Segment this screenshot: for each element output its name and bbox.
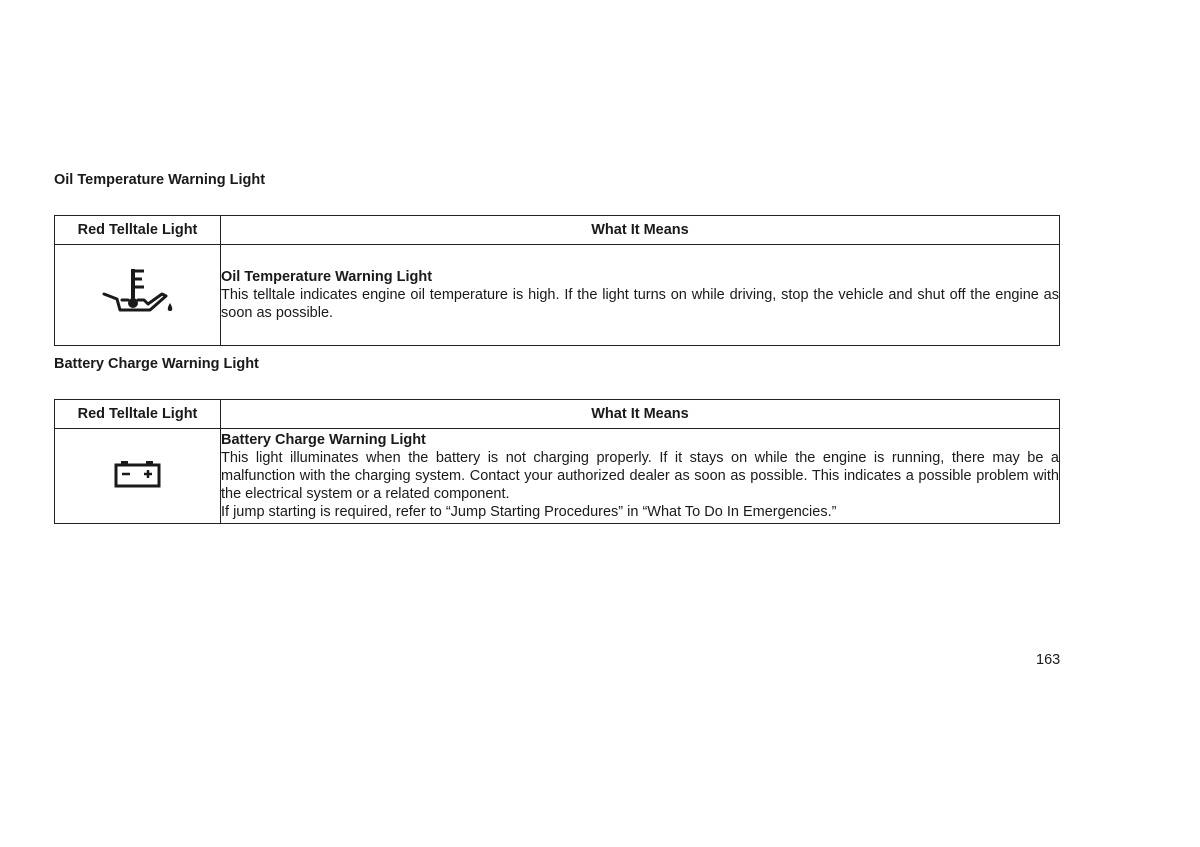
description-paragraph: If jump starting is required, refer to “Jump Starting Procedures” in “What To Do In Emergencies.” xyxy=(221,504,837,520)
oil-temperature-heading: Oil Temperature Warning Light xyxy=(54,172,266,188)
description-paragraph: This telltale indicates engine oil temperature is high. If the light turns on while driving, stop the vehicle and shut off the engine as soon as possible. xyxy=(221,287,1059,321)
battery-charge-table xyxy=(54,399,1060,524)
description-title: Oil Temperature Warning Light xyxy=(221,269,433,285)
description-cell xyxy=(221,429,1060,524)
what-it-means-header: What It Means xyxy=(221,216,1060,245)
description-paragraph: This light illuminates when the battery is not charging properly. If it stays on while the engine is running, there may be a malfunction with the charging system. Contact your authorized dealer as soon as possible. This indicates a possible problem with the electrical system or a related component. xyxy=(221,450,1059,502)
red-telltale-light-header: Red Telltale Light xyxy=(55,216,221,245)
table-header-row xyxy=(55,400,1060,429)
page-number: 163 xyxy=(1036,652,1061,668)
icon-cell xyxy=(55,245,221,346)
icon-cell xyxy=(55,429,221,524)
battery-icon xyxy=(114,459,162,489)
battery-charge-heading: Battery Charge Warning Light xyxy=(54,356,259,372)
table-row xyxy=(55,429,1060,524)
table-row xyxy=(55,245,1060,346)
red-telltale-light-header: Red Telltale Light xyxy=(55,400,221,429)
what-it-means-header: What It Means xyxy=(221,400,1060,429)
description-title: Battery Charge Warning Light xyxy=(221,432,426,448)
oil-temperature-icon xyxy=(100,265,176,321)
oil-temperature-table xyxy=(54,215,1060,346)
table-header-row xyxy=(55,216,1060,245)
description-cell xyxy=(221,245,1060,346)
